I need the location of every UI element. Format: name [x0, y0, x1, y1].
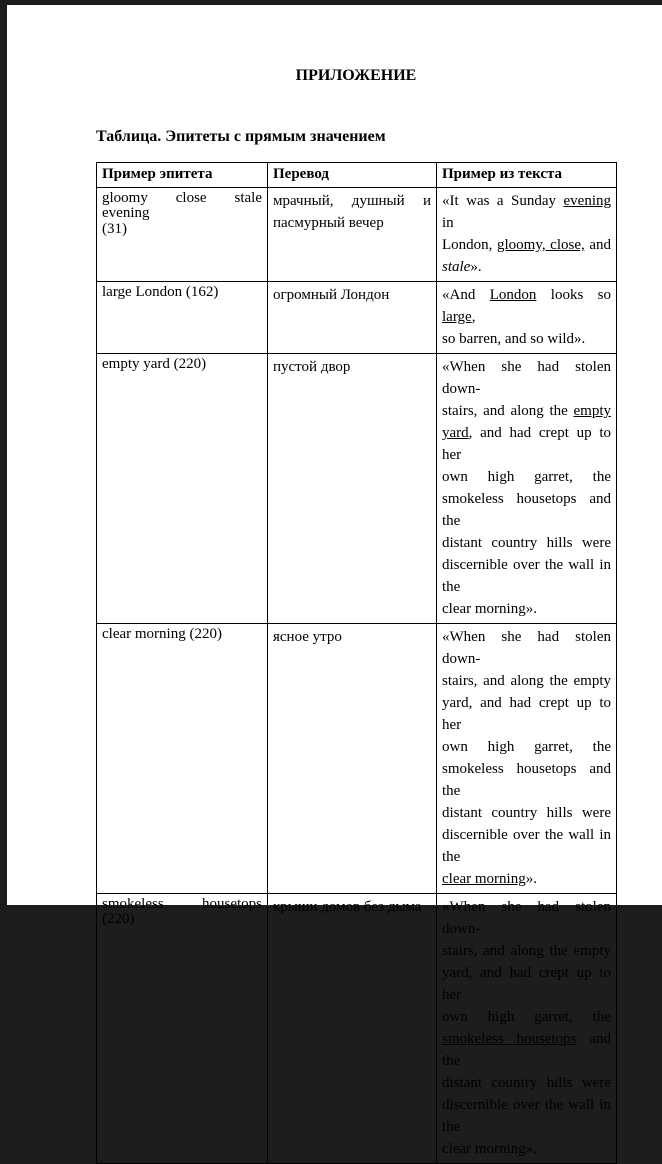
underlined-text: clear morning: [442, 871, 526, 887]
text-line: [442, 328, 611, 350]
text-line: [442, 758, 611, 802]
page-title: ПРИЛОЖЕНИЕ: [295, 67, 417, 84]
plain-text: smokeless housetops and the: [442, 761, 611, 799]
plain-text: ».: [525, 871, 537, 887]
underlined-text: yard: [442, 425, 469, 441]
underlined-text: London: [489, 287, 537, 303]
column-header-epithet: Пример эпитета: [97, 163, 268, 188]
plain-text: огромный Лондон: [273, 287, 390, 303]
text-line: [273, 212, 431, 234]
text-line: [442, 422, 611, 466]
text-line: [273, 626, 431, 648]
epithet-cell: [97, 354, 268, 624]
text-line: [273, 896, 431, 918]
text-line: [442, 962, 611, 1006]
plain-text: stairs, and along the empty: [442, 673, 611, 689]
text-line: [442, 554, 611, 598]
plain-text: own high garret, the: [442, 739, 611, 755]
plain-text: smokeless housetops (220): [102, 896, 262, 927]
document-page: [7, 5, 662, 1157]
table-row: [97, 354, 617, 624]
example-cell: [437, 354, 617, 624]
text-line: [442, 692, 611, 736]
plain-text: looks so: [536, 287, 611, 303]
epithet-table: [96, 162, 617, 1164]
example-cell: [437, 894, 617, 1164]
plain-text: discernible over the wall in the: [442, 557, 611, 595]
plain-text: пустой двор: [273, 359, 351, 375]
plain-text: yard, and had crept up to her: [442, 695, 611, 733]
translation-cell: [268, 354, 437, 624]
plain-text: clear morning».: [442, 601, 537, 617]
text-line: [442, 488, 611, 532]
plain-text: distant country hills were: [442, 805, 611, 821]
table-row: [97, 282, 617, 354]
plain-text: «When she had stolen down-: [442, 899, 611, 937]
text-line: [442, 1072, 611, 1094]
text-line: [442, 532, 611, 554]
text-line: [442, 1094, 611, 1138]
plain-text: «And: [442, 287, 490, 303]
text-line: [442, 598, 611, 620]
text-line: [273, 190, 431, 212]
text-line: [442, 1138, 611, 1160]
text-line: [442, 284, 611, 328]
translation-cell: [268, 282, 437, 354]
text-line: [442, 670, 611, 692]
plain-text: (31): [102, 221, 127, 237]
text-line: [442, 940, 611, 962]
text-line: [102, 221, 262, 237]
plain-text: smokeless housetops and the: [442, 491, 611, 529]
table-row: [97, 624, 617, 894]
plain-text: large London (162): [102, 284, 219, 300]
epithet-table-body: [97, 188, 617, 1164]
plain-text: own high garret, the: [442, 1009, 611, 1025]
table-row: [97, 894, 617, 1164]
underlined-text: evening: [563, 193, 611, 209]
text-line: [442, 400, 611, 422]
text-line: [273, 284, 431, 306]
plain-text: крыши домов без дыма: [273, 899, 422, 915]
plain-text: stairs, and along the: [442, 403, 574, 419]
plain-text: ,: [471, 309, 476, 325]
table-header-row: [97, 163, 617, 188]
epithet-cell: [97, 894, 268, 1164]
text-line: [102, 896, 262, 927]
example-cell: [437, 624, 617, 894]
plain-text: yard, and had crept up to her: [442, 965, 611, 1003]
table-caption: Таблица. Эпитеты с прямым значением: [96, 128, 386, 145]
plain-text: clear morning».: [442, 1141, 537, 1157]
text-line: [442, 802, 611, 824]
plain-text: London,: [442, 237, 497, 253]
text-line: [442, 466, 611, 488]
text-line: [442, 356, 611, 400]
text-line: [442, 896, 611, 940]
underlined-text: smokeless housetops: [442, 1031, 577, 1047]
italic-text: stale: [442, 259, 471, 275]
text-line: [273, 356, 431, 378]
text-line: [442, 1028, 611, 1072]
plain-text: distant country hills were: [442, 1075, 611, 1091]
translation-cell: [268, 188, 437, 282]
text-line: [102, 190, 262, 221]
plain-text: мрачный, душный и: [273, 193, 431, 209]
column-header-example: Пример из текста: [437, 163, 617, 188]
plain-text: «It was a Sunday: [442, 193, 564, 209]
text-line: [442, 824, 611, 868]
text-line: [442, 868, 611, 890]
plain-text: stairs, and along the empty: [442, 943, 611, 959]
plain-text: «When she had stolen down-: [442, 359, 611, 397]
plain-text: gloomy close stale evening: [102, 190, 262, 221]
text-line: [442, 736, 611, 758]
plain-text: in: [442, 215, 454, 231]
underlined-text: large: [442, 309, 472, 325]
text-line: [442, 234, 611, 256]
plain-text: ».: [470, 259, 482, 275]
plain-text: , and had crept up to her: [442, 425, 611, 463]
text-line: [102, 284, 262, 300]
text-line: [102, 626, 262, 642]
plain-text: distant country hills were: [442, 535, 611, 551]
epithet-cell: [97, 624, 268, 894]
plain-text: «When she had stolen down-: [442, 629, 611, 667]
epithet-cell: [97, 282, 268, 354]
text-line: [102, 356, 262, 372]
text-line: [442, 256, 611, 278]
underlined-text: empty: [573, 403, 611, 419]
text-line: [442, 190, 611, 234]
epithet-cell: [97, 188, 268, 282]
plain-text: discernible over the wall in the: [442, 827, 611, 865]
column-header-translation: Перевод: [268, 163, 437, 188]
plain-text: and: [584, 237, 611, 253]
plain-text: empty yard (220): [102, 356, 207, 372]
text-line: [442, 626, 611, 670]
plain-text: and the: [442, 1031, 611, 1069]
table-row: [97, 188, 617, 282]
translation-cell: [268, 894, 437, 1164]
plain-text: own high garret, the: [442, 469, 611, 485]
text-line: [442, 1006, 611, 1028]
plain-text: discernible over the wall in the: [442, 1097, 611, 1135]
plain-text: so barren, and so wild».: [442, 331, 586, 347]
plain-text: clear morning (220): [102, 626, 222, 642]
underlined-text: gloomy, close,: [497, 237, 585, 253]
plain-text: ясное утро: [273, 629, 342, 645]
translation-cell: [268, 624, 437, 894]
example-cell: [437, 282, 617, 354]
plain-text: пасмурный вечер: [273, 215, 384, 231]
example-cell: [437, 188, 617, 282]
